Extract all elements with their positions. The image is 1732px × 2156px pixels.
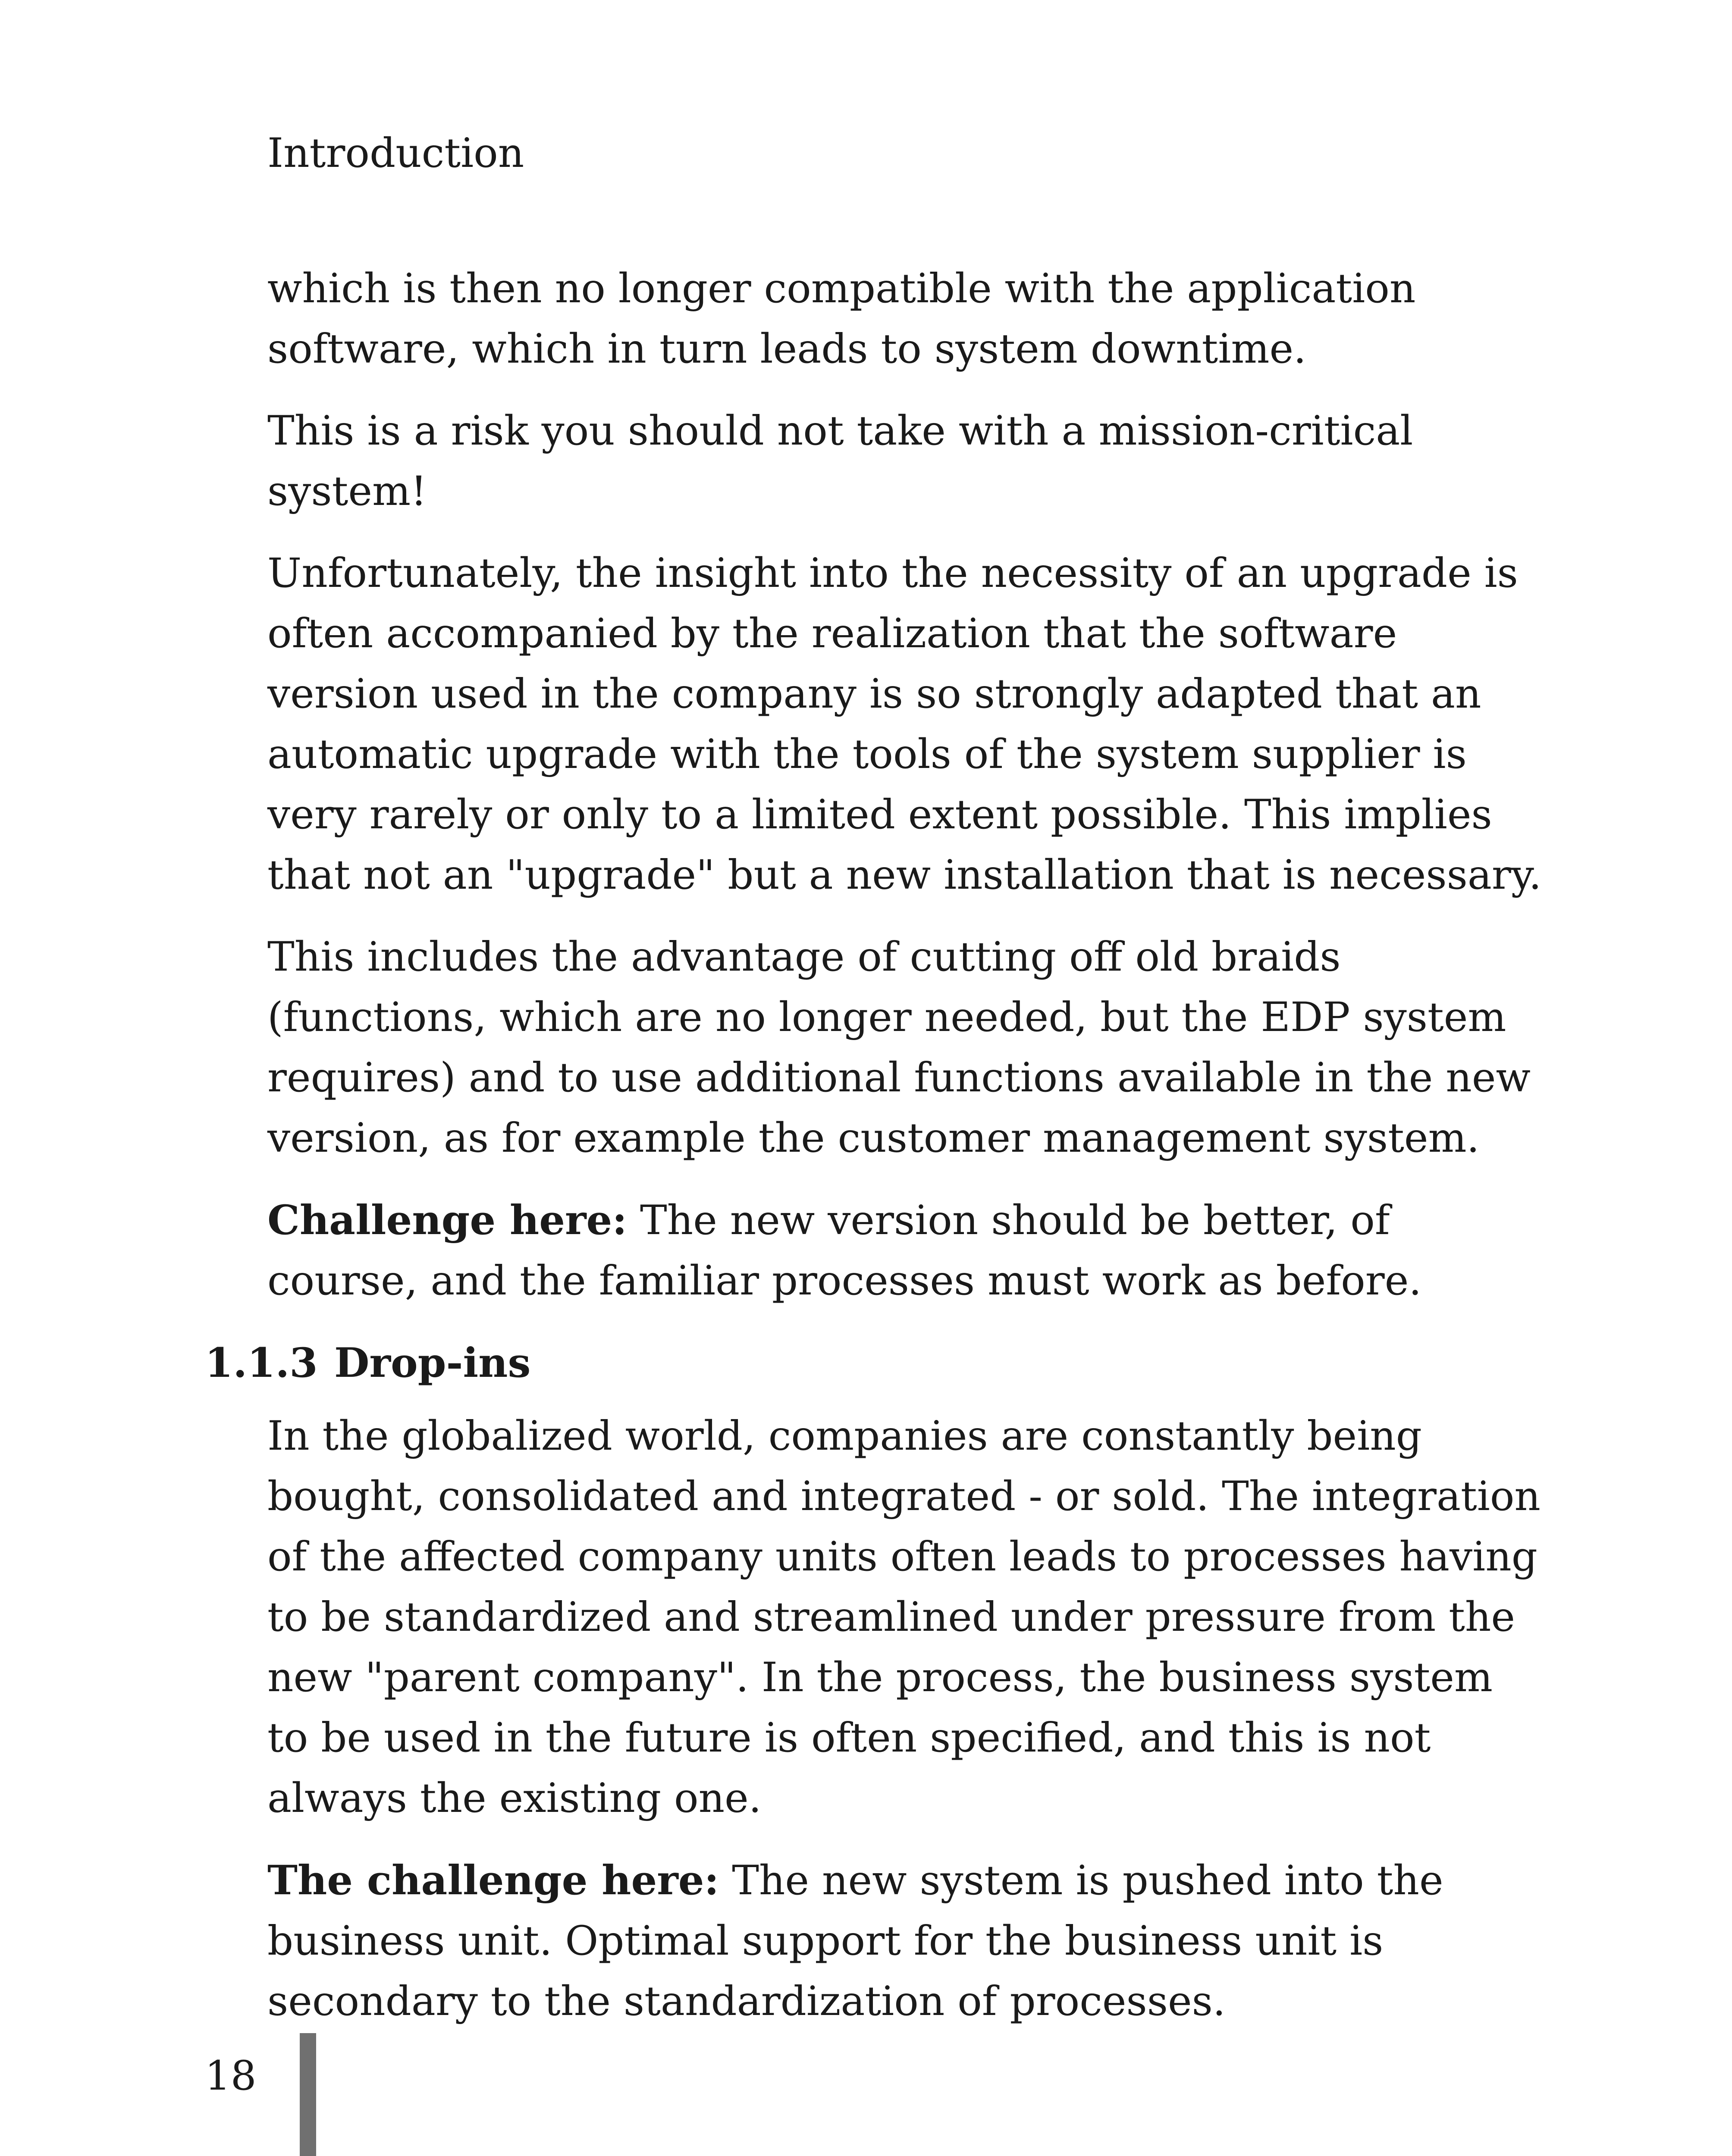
section-heading — [205, 1333, 1544, 1393]
page-body — [205, 259, 1544, 2053]
section-title: Drop-ins — [334, 1339, 531, 1387]
section-number: 1.1.3 — [205, 1339, 318, 1387]
page-number: 18 — [205, 2053, 257, 2100]
challenge-text: The new version should be better, of course, and the familiar processes must work as before. — [267, 1197, 1422, 1304]
challenge-text: The new system is pushed into the business unit. Optimal support for the business unit is secondary to the standardization of processes. — [267, 1857, 1443, 2025]
paragraph — [267, 1850, 1544, 2032]
paragraph: In the globalized world, companies are constantly being bought, consolidated and integrated - or sold. The integration of the affected company units often leads to processes having to be standardized and streamlined under pressure from the new "parent company". In the process, the business system to be used in the future is often specified, and this is not always the existing one. — [267, 1413, 1541, 1822]
paragraph: This includes the advantage of cutting off old braids (functions, which are no longer needed, but the EDP system requires) and to use additional functions available in the new version, as for example the customer management system. — [267, 934, 1531, 1162]
challenge-label: The challenge here: — [267, 1857, 719, 1904]
page-number-bar — [300, 2033, 316, 2156]
paragraph: Unfortunately, the insight into the necessity of an upgrade is often accompanied by the realization that the software version used in the company is so strongly adapted that an automatic upgrade with the tools of the system supplier is very rarely or only to a limited extent possible. This implies that not an "upgrade" but a new installation that is necessary. — [267, 550, 1542, 899]
paragraph: This is a risk you should not take with a mission-critical system! — [267, 407, 1413, 515]
paragraph: which is then no longer compatible with the application software, which in turn leads to system downtime. — [267, 265, 1416, 373]
challenge-label: Challenge here: — [267, 1197, 628, 1244]
paragraph — [267, 1190, 1544, 1311]
running-header: Introduction — [267, 130, 524, 177]
